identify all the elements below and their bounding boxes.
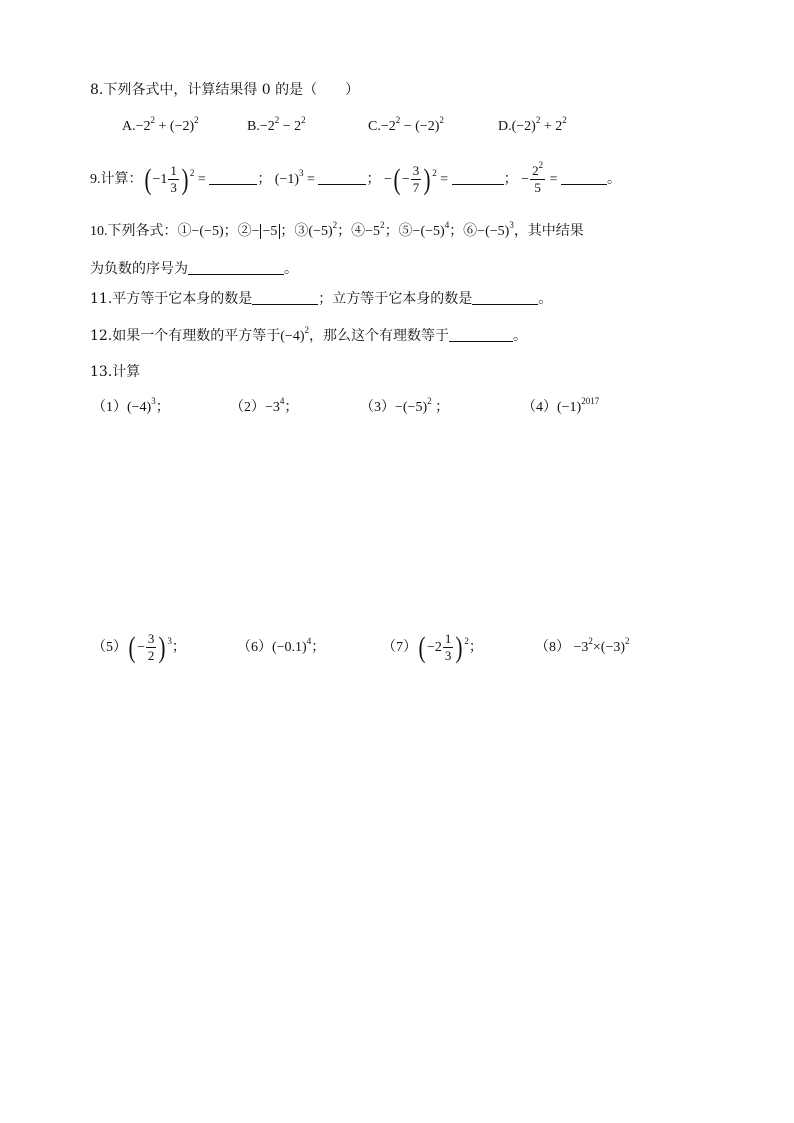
question-10-suffix: ，其中结果 [513, 224, 584, 239]
answer-blank [449, 327, 513, 342]
answer-blank [318, 170, 366, 185]
answer-blank [561, 170, 607, 185]
question-13-item-1: $(1)(-4)^3$； [92, 396, 170, 415]
answer-blank [188, 260, 284, 275]
answer-blank [472, 290, 538, 305]
question-9-prefix: 9.计算： [90, 172, 143, 187]
question-10-line-2: 为负数的序号为 。 [90, 261, 298, 277]
question-13-title [90, 362, 140, 382]
question-13-item-7: （7）( −2 $\frac{1}{3}$ ) $^2$； [382, 630, 483, 664]
question-11-part-2: ；立方等于它本身的数是 [318, 291, 473, 307]
question-10-line-1: 10.下列各式：①−(−5)；②− −5 ；$③(-5)^2$；$④-5^2$；$⑤-(-5)^4$；$⑥-(-5)^3$，其中结果 [90, 220, 584, 239]
question-12-part-1: 12.如果一个有理数的平方等于 [90, 328, 281, 344]
question-8-text: 8.下列各式中，计算结果得 0 的是（ ） [90, 82, 360, 98]
question-13-item-5: （5）( − $\frac{3}{2}$ ) $^3$； [92, 630, 186, 664]
question-11: 11.平方等于它本身的数是 ；立方等于它本身的数是 。 [90, 291, 553, 307]
question-13-item-6: $(6)(-0.1)^4$； [237, 636, 326, 655]
option-a: $A.-2^2 + (-2)^2$ [122, 115, 199, 134]
question-10-prefix: 10.下列各式： [90, 224, 178, 239]
question-12: 12.如果一个有理数的平方等于$(-4)^2$，那么这个有理数等于 。 [90, 325, 527, 344]
question-10-line-2-text: 为负数的序号为 [90, 261, 188, 277]
question-13-item-3: $(3)-(-5)^2$ ； [360, 396, 450, 415]
question-9: 9.计算：( −1 $\frac{1}{3}$ ) $^2$ = ； $(-1)^3$ = ； −( − $\frac{3}{7}$ ) $^2$ = ； − $\frac{2^2}{5}$ = 。 [90, 160, 621, 196]
option-b: $B.-2^2 - 2^2$ [247, 115, 306, 134]
question-13-item-2: $(2)-3^4$； [230, 396, 299, 415]
question-11-part-1: 11.平方等于它本身的数是 [90, 291, 253, 307]
answer-blank [452, 170, 504, 185]
question-12-part-2: ，那么这个有理数等于 [309, 328, 449, 344]
question-13-item-4: $(4)(-1)^{2017}$ [522, 396, 600, 415]
option-d: $D.(-2)^2 + 2^2$ [498, 115, 567, 134]
question-13-item-8: $(8) -3^2\times(-3)^2$ [535, 636, 630, 655]
question-8-stem [90, 80, 359, 100]
answer-blank [252, 290, 318, 305]
question-13-title-text: 13.计算 [90, 364, 141, 380]
option-c: $C.-2^2 - (-2)^2$ [368, 115, 444, 134]
answer-blank [209, 170, 257, 185]
